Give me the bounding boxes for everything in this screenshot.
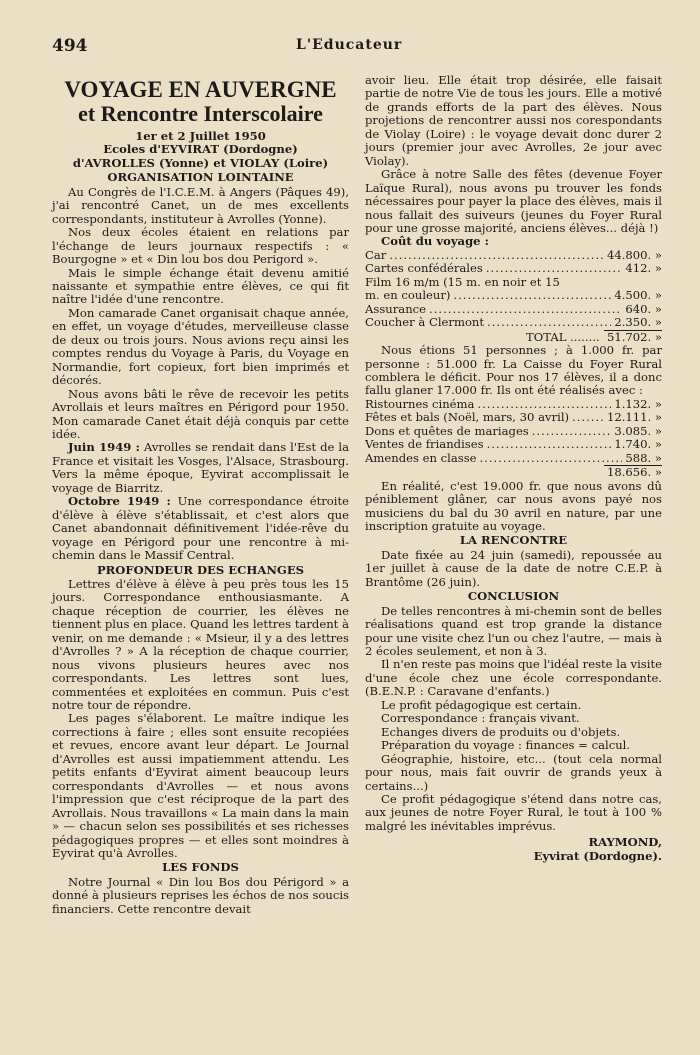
paragraph: avoir lieu. Elle était trop désirée, elle faisait partie de notre Vie de tous les jours. Elle a motivé de grands efforts de la part des élèves. Nous projetions de rencontrer aussi nos corespondants de Violay (Loire) : le voyage devait donc durer 2 jours (premier jour avec Avrolles, 2e jour avec Violay). [365,73,662,168]
cost-label: Car [365,247,387,262]
schools-line-1: Ecoles d'EYVIRAT (Dordogne) [103,142,298,157]
section-heading-funds: LES FONDS [162,860,239,875]
paragraph: Mais le simple échange était devenu amitié naissante et sympathie entre élèves, ce qui fit naître l'idée d'une rencontre. [52,265,349,307]
paragraph: Notre Journal « Din lou Bos dou Périgord » a donné à plusieurs reprises les échos de nos soucis financiers. Cette rencontre devait [52,874,349,916]
cost-value: 44.800. » [606,247,662,262]
cost-value: 4.500. » [614,288,662,303]
cost-label: Assurance [365,301,427,316]
paragraph: Mon camarade Canet organisait chaque année, en effet, un voyage d'études, merveilleuse classe de deux ou trois jours. Nous avions reçu ainsi les comptes rendus du Voyage à Paris, du Voyage en Normandie, fort copieux, fort bien imprimés et décorés. [52,305,349,388]
schools-line-2: d'AVROLLES (Yonne) et VIOLAY (Loire) [72,155,329,170]
income-row [365,411,662,424]
income-label: Dons et quêtes de mariages [365,423,529,438]
paragraph: En réalité, c'est 19.000 fr. que nous avons dû péniblement glâner, car nous avons payé nos musiciens du bal du 30 avril en nature, par une inscription gratuite au voyage. [365,478,662,533]
income-label: Amendes en classe [365,450,477,465]
income-value: 588. » [625,450,662,465]
total-row [365,331,662,344]
paragraph: Il n'en reste pas moins que l'idéal reste la visite d'une école chez une école correspondante. (B.E.N.P. : Caravane d'enfants.) [365,657,662,699]
paragraph: Les pages s'élaborent. Le maître indique les corrections à faire ; elles sont ensuite recopiées et revues, encore avant leur départ. Le Journal d'Avrolles est aussi impatiemment attendu. Les petits enfants d'Eyvirat aiment beaucoup leurs correspondants d'Avrolles — et nous avons l'impression que c'est réciproque de la part des Avrollais. Nous travaillons « La main dans la main » — chacun selon ses possibilités et ses richesses pédagogiques propres — et elles sont moindres à Eyvirat qu'à Avrolles. [52,711,349,861]
paragraph: Nous avons bâti le rêve de recevoir les petits Avrollais et leurs maîtres en Périgord pour 1950. Mon camarade Canet était déjà conquis par cette idée. [52,386,349,441]
paragraph-june [52,441,349,495]
section-heading-organisation: ORGANISATION LOINTAINE [107,170,294,185]
cost-row [365,249,662,262]
paragraph: Echanges divers de produits ou d'objets. [381,724,621,739]
income-value: 3.085. » [614,423,662,438]
paragraph-text: Une correspondance étroite d'élève à élève s'établissait, et c'est alors que Canet abandonnait définitivement l'idée-rêve du voyage en Périgord pour une rencontre à mi-chemin dans le Massif Central. [52,494,349,563]
income-total: 18.656. » [606,465,662,480]
cost-row [365,262,662,275]
cost-label: Cartes confédérales [365,261,483,276]
cost-label: Coucher à Clermont [365,315,485,330]
article-subtitle: et Rencontre Interscolaire [78,101,323,126]
total-label: TOTAL ........ [526,329,600,344]
cost-value: 412. » [625,261,662,276]
section-heading-meeting: LA RENCONTRE [459,533,568,548]
cost-row [365,316,662,329]
cost-row [365,289,662,302]
date-label: Octobre 1949 : [68,494,171,509]
cost-value: 640. » [625,301,662,316]
paragraph: De telles rencontres à mi-chemin sont de belles réalisations quand est trop grande la distance pour une visite chez l'un ou chez l'autre, — mais à 2 écoles seulement, et non à 3. [365,603,662,659]
paragraph: Date fixée au 24 juin (samedi), repoussée au 1er juillet à cause de la date de notre C.E.P. à Brantôme (26 juin). [365,547,662,589]
cost-heading: Coût du voyage : [381,234,489,249]
cost-value: 2.350. » [614,315,662,330]
paragraph: Le profit pédagogique est certain. [381,697,582,712]
paragraph: Nous étions 51 personnes ; à 1.000 fr. par personne : 51.000 fr. La Caisse du Foyer Rural comblera le déficit. Pour nos 17 élèves, il a donc fallu glaner 17.000 fr. Ils ont été réalisés avec : [365,343,662,398]
paragraph-text: Avrolles se rendait dans l'Est de la France et visitait les Vosges, l'Alsace, Strasbourg. Vers la même époque, Eyvirat accomplissait le voyage de Biarritz. [52,440,349,495]
paragraph: Lettres d'élève à élève à peu près tous les 15 jours. Correspondance enthousiasmante. A chaque réception de courrier, les élèves ne tiennent plus en place. Quand les lettres tardent à venir, on me demande : « Msieur, il y a des lettres d'Avrolles ? » A la réception de chaque courrier, nous vivons plusieurs heures avec nos correspondants. Les lettres sont lues, commentées et exploitées en commun. Puis c'est notre tour de répondre. [52,576,349,713]
income-value: 1.740. » [614,437,662,452]
signature-place: Eyvirat (Dordogne). [533,848,662,863]
section-heading-depth: PROFONDEUR DES ECHANGES [96,562,305,577]
cost-label: Film 16 m/m (15 m. en noir et 15 [365,274,560,289]
signature-name: RAYMOND, [588,835,662,850]
paragraph: Préparation du voyage : finances = calcul. [381,738,631,753]
paragraph-october [52,495,349,562]
paragraph: Au Congrès de l'I.C.E.M. à Angers (Pâques 49), j'ai rencontré Canet, un de mes excellents correspondants, instituteur à Avrolles (Yonne). [52,184,349,226]
income-row [365,398,662,411]
paragraph: Grâce à notre Salle des fêtes (devenue Foyer Laïque Rural), nous avons pu trouver les fonds nécessaires pour payer la place des élèves, mais il nous fallait des suiveurs (jeunes du Foyer Rural pour une grosse majorité, anciens élèves... déjà !) [365,167,662,235]
cost-label: m. en couleur) [365,288,451,303]
income-row [365,452,662,465]
income-row [365,425,662,438]
income-row [365,438,662,451]
article-dates: 1er et 2 Juillet 1950 [135,129,266,143]
income-label: Ristournes cinéma [365,396,475,411]
income-total-row [365,466,662,479]
income-value: 12.111. » [606,410,662,425]
right-column [365,74,662,863]
article-title: VOYAGE EN AUVERGNE [64,77,337,102]
cost-row [365,276,662,289]
paragraph: Correspondance : français vivant. [381,711,580,726]
journal-title: L'Educateur [296,37,403,53]
page-number: 494 [52,36,88,56]
total-value: 51.702. » [606,329,662,344]
cost-row [365,303,662,316]
income-label: Fêtes et bals (Noël, mars, 30 avril) [365,410,570,425]
left-column [52,74,349,916]
paragraph: Ce profit pédagogique s'étend dans notre cas, aux jeunes de notre Foyer Rural, le tout à 100 % malgré les inévitables imprévus. [365,792,662,833]
section-heading-conclusion: CONCLUSION [467,589,560,604]
income-value: 1.132. » [614,396,662,411]
income-label: Ventes de friandises [365,437,484,452]
paragraph: Géographie, histoire, etc... (tout cela normal pour nous, mais fait ouvrir de grands yeux à certains...) [365,751,662,793]
date-label: Juin 1949 : [68,440,140,455]
paragraph: Nos deux écoles étaient en relations par l'échange de leurs journaux respectifs : « Bourgogne » et « Din lou bos dou Perigord ». [52,225,349,267]
